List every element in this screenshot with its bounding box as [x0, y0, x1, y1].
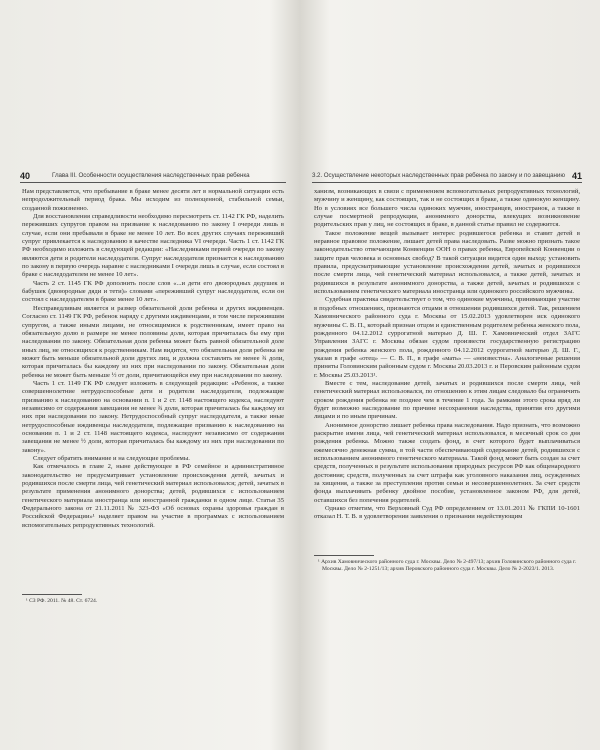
paragraph: ханизм, возникающих в связи с применением вспомогательных репродуктивных технологий, мужчину и женщину, как состоящих, так и не состоящих в браке, а также одинокую женщину. Но в условиях все большего числа одиноких мужчин, иностранцев, иностранок, а также в случае посмертной репродукции, анонимного донорства, влекущих возникновение родительских прав у лиц, не состоящих в браке, в данной статье правил не содержится. — [314, 188, 580, 229]
paragraph: Как отмечалось в главе 2, ныне действующее в РФ семейное и административное законодательство не предусматривает установление происхождения детей, зачатых и родившихся после смерти лица, чей генетический материал использовался; детей, зачатых в результате применения анонимного донорства; детей, родившихся с использованием генетического материала иностранца или иностранной гражданки в одном лице. Статья 35 Федерального закона от 21.11.2011 № 323-ФЗ «Об основах охраны здоровья граждан в Российской Федерации»¹ наделяет правом на участие в программах с использованием вспомогательных репродуктивных технологий. — [22, 463, 284, 529]
left-running-header — [20, 168, 286, 183]
paragraph: Однако отметим, что Верховный Суд РФ определением от 13.01.2011 № ГКПИ 10-1601 отказал Н. Т. В. в удовлетворении заявления о признании недействующим — [314, 505, 580, 521]
right-page — [300, 0, 600, 750]
footnote: ¹ Архив Хамовнического районного суда г. Москвы. Дело № 2-497/13; архив Головинского районного суда г. Москвы. Дело № 2-1251/13; архив Перовского районного суда г. Москвы. Дело № 2-2023/1. 2013. — [318, 559, 577, 573]
right-body-text — [314, 188, 580, 522]
right-page-number: 41 — [571, 171, 582, 181]
footnote-rule — [22, 594, 82, 595]
paragraph: Для восстановления справедливости необходимо пересмотреть ст. 1142 ГК РФ, наделить переживших супругов правом на призвание к наследованию по закону I очереди лишь в случае, если они пребывали в браке не менее 10 лет. Во всех других случаях переживший супруг привлекается к наследованию в качестве наследника VI очереди. Часть 1 ст. 1142 ГК РФ необходимо изложить в следующей редакции: «Наследниками первой очереди по закону являются дети и родители наследодателя. Супруг наследодателя признается к наследованию по закону в первую очередь наравне с наследниками I очереди лишь в случае, если состоял в браке с наследодателем не менее 10 лет». — [22, 213, 284, 279]
right-running-header — [312, 168, 582, 183]
left-body-text — [22, 188, 284, 530]
footnote-rule — [314, 555, 374, 556]
paragraph: Нам представляется, что пребывание в браке менее десяти лет в нормальной ситуации есть непродолжительный период брака. Мы исходим из полноценной, стабильной семьи, созданной пожизненно. — [22, 188, 284, 212]
paragraph: Следует обратить внимание и на следующие проблемы. — [33, 455, 190, 462]
footnote: ¹ СЗ РФ. 2011. № 48. Ст. 6724. — [26, 598, 98, 604]
paragraph: Часть 1 ст. 1149 ГК РФ следует изложить в следующей редакции: «Ребенок, а также совершеннолетние нетрудоспособные дети и родители наследодателя, подлежащие призванию к наследованию на основании п. 1 и 2 ст. 1148 настоящего кодекса, наследуют независимо от содержания завещания не менее ¾ доли, которая причиталась бы каждому из них при наследовании по закону. Нетрудоспособный супруг наследодателя, а также иные нетрудоспособные иждивенцы наследодателя, подлежащие призванию к наследованию на основании п. 1 и 2 ст. 1148 настоящего кодекса, наследуют независимо от содержания завещания не менее ½ доли, которая причиталась бы каждому из них при наследовании по закону». — [22, 379, 284, 454]
right-footnotes — [314, 555, 580, 573]
paragraph: Часть 2 ст. 1145 ГК РФ дополнить после слов «...и дети его двоюродных дедушек и бабушек (двоюродные дяди и тети)» словами «переживший супруг наследодателя, если он состоял с наследодателем в браке менее 10 лет». — [22, 279, 284, 304]
paragraph: Такое положение вещей вызывает интерес родившегося ребенка и ставит детей в неравное правовое положение, лишает детей права наследовать. Разве можно признать такое законодательство отвечающим Конвенции ООН о правах ребенка, Европейской Конвенции о защите прав человека и основных свобод? В такой ситуации видится один выход: установить правила, предусматривающие установление происхождения детей, зачатых и родившихся после смерти лица, чей генетический материал использовался, а также детей, зачатых и родившихся в результате анонимного донорства, а также детей, зачатых и родившихся с использованием генетического материала иностранца или одинокого российского мужчины. — [314, 229, 580, 296]
left-footnotes — [22, 594, 284, 605]
left-page-number: 40 — [20, 171, 31, 181]
right-header-title: 3.2. Осуществление некоторых наследственных прав ребенка по закону и по завещанию — [312, 172, 565, 179]
paragraph: Анонимное донорство лишает ребенка права наследования. Надо признать, что возможно раскрытие имени лица, чей генетический материал использовался, в месячный срок со дня рождения ребенка. Можно также создать фонд, в счет которого будет выплачиваться ежемесячно денежная сумма, в той части обеспечивающий содержание детей, родившихся с использованием анонимного генетического материала. Такой фонд может быть создан за счет средств, полученных в результате использования природных ресурсов РФ как общенародного достояния; средств, полученных за счет штрафа как уголовного наказания лиц, осужденных за хищения, а также за преступления против семьи и несовершеннолетних. За счет средств фонда выплачивать ребенку двойное пособие, установленное законом РФ, для детей, оставшихся без попечения родителей. — [314, 421, 580, 504]
paragraph: Вместе с тем, наследование детей, зачатых и родившихся после смерти лица, чей генетический материал использовался, по отношению к этим лицам следовало бы ограничить сроком рождения ребенка не позднее чем в течение 1 года. За рамками этого срока вряд ли будет возможно наследование по причине несохранения наследства, принятия его другими лицами и по иным причинам. — [314, 379, 580, 421]
paragraph: Несправедливым является и размер обязательной доли ребенка и других иждивенцев. Согласно ст. 1149 ГК РФ, ребенок наряду с другими иждивенцами, в том числе пережившим супругом, а также иными лицами, не относящимися к родственникам, имеет право на обязательную долю в размере не менее половины доли, которая причиталась бы ему при наследовании по закону. Обязательная доля ребенка может быть равной обязательной доле иных лиц, не относящихся к родственникам. Нам видится, что обязательная доля ребенка не может быть меньше обязательной доли других лиц, и должна составлять не менее ¾ доли, которая причиталась бы каждому из них при наследовании по закону. Обязательная доля ребенка не может быть меньше ½ от доли, причитающейся ему при наследовании по закону. — [22, 304, 284, 379]
paragraph: Судебная практика свидетельствует о том, что одинокие мужчины, принимающие участие в подобных отношениях, признаются отцами в отношении родившихся детей. Так, решением Хамовнического районного суда г. Москвы от 15.02.2013 удовлетворен иск одинокого мужчины С. В. П., который признан отцом и единственным родителем ребенка женского пола, рожденного 04.12.2012 суррогатной матерью Д. Ш. Г. Хамовнический отдел ЗАГС Управления ЗАГС г. Москвы обязан судом произвести государственную регистрацию рождения ребенка женского пола, рожденного 04.12.2012 суррогатной матерью Д. Ш. Г., указав в графе «отец» — С. В. П., в графе «мать» — «неизвестна». Аналогичные решения приняты Головинским районным судом г. Москвы 20.03.2013 г. и Перовским районным судом г. Москвы 25.03.2013¹. — [314, 296, 581, 379]
left-header-title: Глава III. Особенности осуществления наследственных прав ребенка — [52, 172, 250, 179]
